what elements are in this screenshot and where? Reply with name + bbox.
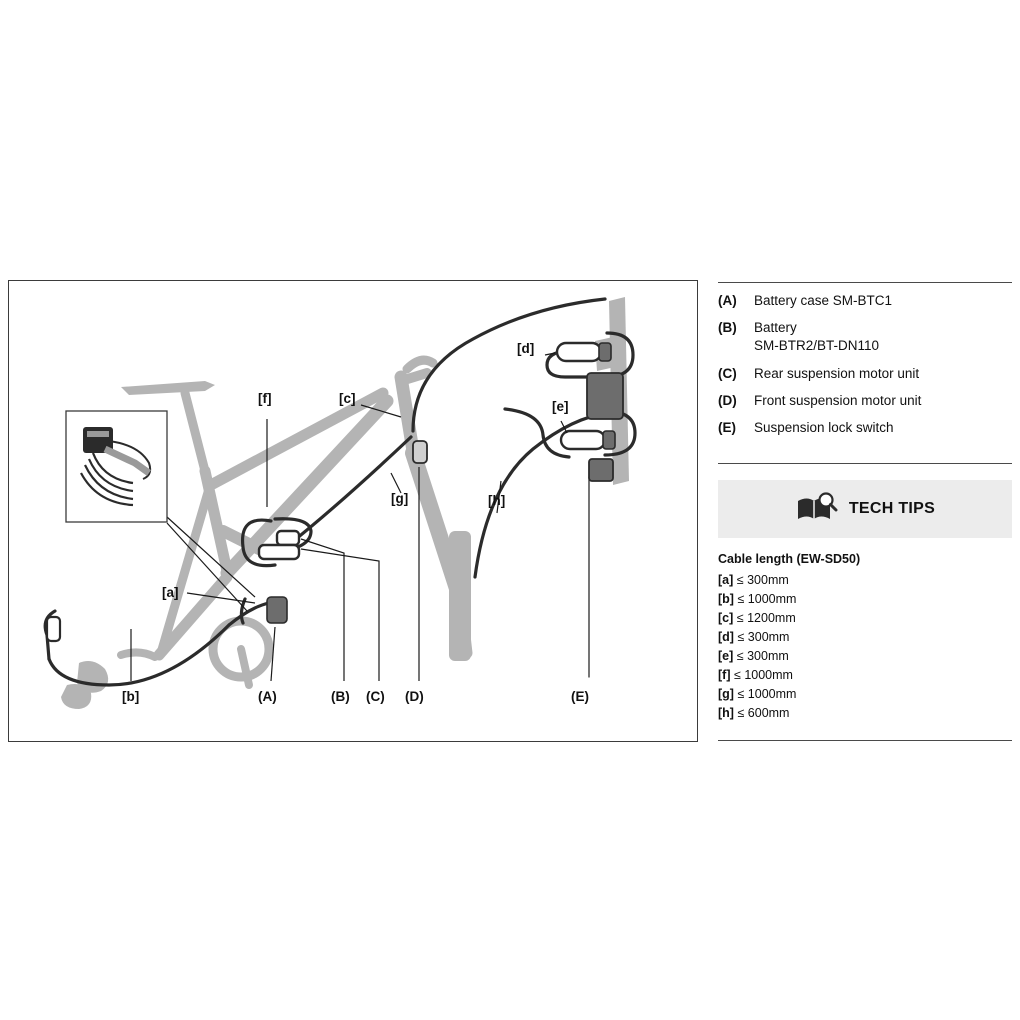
cable-length-value-e: ≤ 300mm (736, 649, 789, 663)
tech-tips-banner (718, 480, 1012, 538)
legend-text-A: Battery case SM-BTC1 (754, 293, 893, 308)
battery-case-A (267, 597, 287, 623)
callout-label-b: [b] (122, 689, 140, 704)
legend-key-B: (B) (718, 320, 737, 336)
cable-length-key-g: [g] (718, 687, 734, 701)
suspension-lock-switch-E (589, 459, 613, 481)
legend-item-A (718, 292, 1012, 310)
cable-length-key-h: [h] (718, 706, 734, 720)
battery-B (277, 531, 299, 545)
legend-text-B-line2: SM-BTR2/BT-DN110 (754, 338, 880, 354)
callout-label-e: [e] (552, 399, 569, 414)
cable-length-key-a: [a] (718, 573, 734, 587)
callout-label-h: [h] (488, 493, 506, 508)
callout-label-a: [a] (162, 585, 179, 600)
junction-D (413, 441, 427, 463)
cable-length-value-d: ≤ 300mm (737, 630, 790, 644)
legend-key-A: (A) (718, 293, 737, 308)
front-motor-unit (587, 373, 623, 419)
cable-length-value-h: ≤ 600mm (737, 706, 790, 720)
callout-label-c: [c] (339, 391, 356, 406)
connector-e (561, 431, 605, 449)
inset-detail-drawing (66, 411, 167, 522)
legend-text-E: Suspension lock switch (754, 420, 894, 436)
legend-item-D (718, 392, 1012, 410)
cable-length-key-f: [f] (718, 668, 731, 682)
cable-length-bottom-divider (718, 740, 1012, 741)
cable-length-block (718, 552, 1012, 723)
cable-length-key-b: [b] (718, 592, 734, 606)
legend-key-E: (E) (718, 420, 736, 436)
cable-length-key-e: [e] (718, 649, 734, 663)
component-legend (718, 282, 1012, 456)
connector-e-end (603, 431, 615, 449)
callout-label-g: [g] (391, 491, 409, 506)
connector-d-end (599, 343, 611, 361)
front-suspension-assembly (449, 531, 471, 661)
callout-label-d: [d] (517, 341, 535, 356)
cable-length-value-c: ≤ 1200mm (736, 611, 796, 625)
bicycle-wiring-diagram-panel (8, 280, 698, 742)
legend-key-D: (D) (718, 392, 737, 408)
cable-length-value-a: ≤ 300mm (736, 573, 789, 587)
cable-length-row-c (718, 609, 1012, 628)
legend-item-E (718, 419, 1012, 437)
cable-length-row-a (718, 571, 1012, 590)
cable-length-title: Cable length (EW-SD50) (718, 552, 861, 566)
tech-tips-title: TECH TIPS (848, 500, 936, 517)
leader-B (301, 539, 344, 681)
cable-length-row-g (718, 685, 1012, 704)
legend-item-B (718, 319, 1012, 355)
callout-label-C: (C) (366, 689, 385, 704)
leader-C (301, 549, 379, 681)
cable-length-key-c: [c] (718, 611, 734, 625)
legend-text-C: Rear suspension motor unit (754, 365, 920, 381)
cable-length-row-d (718, 628, 1012, 647)
legend-key-C: (C) (718, 365, 737, 381)
callout-label-D: (D) (405, 689, 424, 704)
connector-rear (47, 617, 60, 641)
rear-motor-C (259, 545, 299, 559)
cable-length-value-f: ≤ 1000mm (733, 668, 793, 682)
cable-length-row-e (718, 647, 1012, 666)
callout-label-E: (E) (571, 689, 589, 704)
cable-e (505, 409, 569, 457)
bicycle-wiring-illustration (9, 281, 698, 742)
cable-length-value-g: ≤ 1000mm (737, 687, 797, 701)
connector-d (557, 343, 601, 361)
cable-length-row-h (718, 704, 1012, 723)
callout-label-A: (A) (258, 689, 277, 704)
book-magnifier-icon (795, 492, 839, 526)
callout-label-B: (B) (331, 689, 350, 704)
leader-g (391, 473, 401, 493)
cable-length-row-b (718, 590, 1012, 609)
legend-item-C (718, 365, 1012, 383)
callout-label-f: [f] (258, 391, 272, 406)
legend-text-D: Front suspension motor unit (754, 392, 922, 408)
legend-bottom-divider (718, 463, 1012, 464)
cable-c (413, 299, 605, 431)
cable-length-row-f (718, 666, 1012, 685)
legend-text-B (754, 319, 879, 355)
legend-text-B-line1: Battery (754, 320, 797, 336)
cable-length-key-d: [d] (718, 630, 734, 644)
cable-length-value-b: ≤ 1000mm (737, 592, 797, 606)
